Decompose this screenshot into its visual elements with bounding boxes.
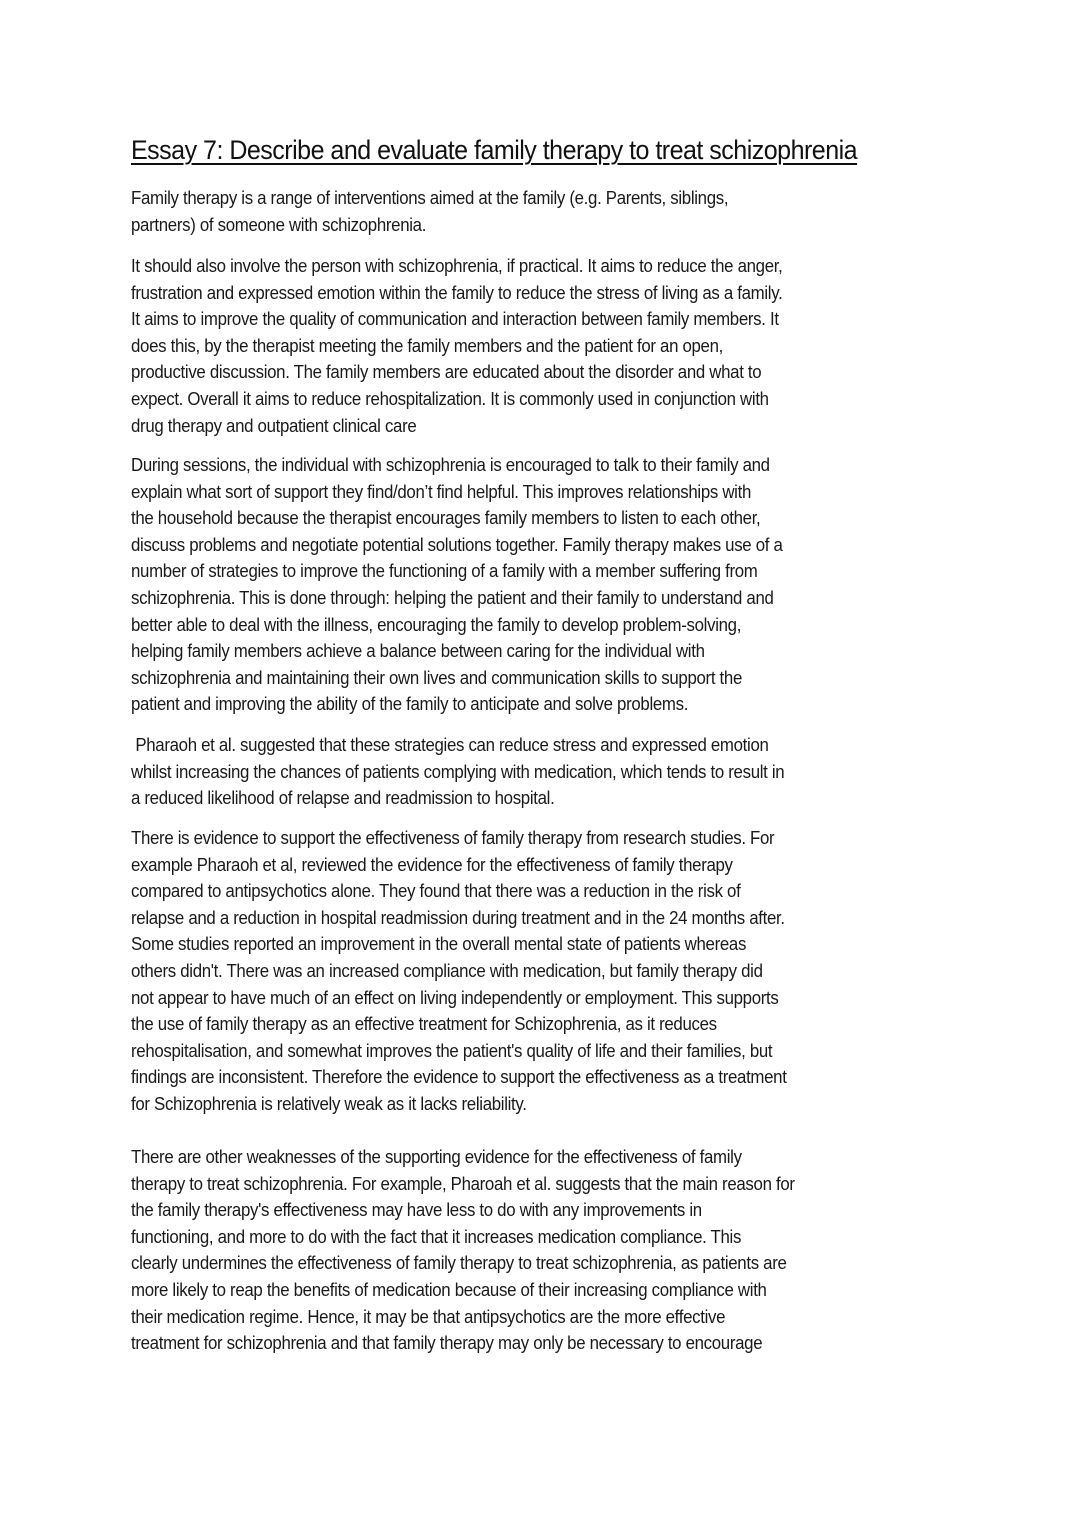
- paragraph-aims: [131, 253, 782, 439]
- text-line: for Schizophrenia is relatively weak as it lacks reliability.: [131, 1092, 527, 1114]
- text-line: explain what sort of support they find/don’t find helpful. This improves relationships with: [131, 480, 752, 502]
- text-line: During sessions, the individual with schizophrenia is encouraged to talk to their family and: [131, 454, 770, 475]
- text-line: better able to deal with the illness, encouraging the family to develop problem-solving,: [131, 613, 742, 635]
- text-line: schizophrenia and maintaining their own lives and communication skills to support the: [131, 666, 742, 688]
- text-line: relapse and a reduction in hospital readmission during treatment and in the 24 months after.: [131, 906, 785, 928]
- text-line: Pharaoh et al. suggested that these strategies can reduce stress and expressed emotion: [131, 734, 769, 755]
- paragraph-intro: [131, 185, 728, 238]
- text-line: their medication regime. Hence, it may be that antipsychotics are the more effective: [131, 1305, 726, 1327]
- text-line: treatment for schizophrenia and that family therapy may only be necessary to encourage: [131, 1332, 763, 1354]
- text-line: the use of family therapy as an effective treatment for Schizophrenia, as it reduces: [131, 1013, 717, 1035]
- text-line: others didn't. There was an increased compliance with medication, but family therapy did: [131, 959, 763, 981]
- text-line: There are other weaknesses of the supporting evidence for the effectiveness of family: [131, 1146, 742, 1167]
- paragraph-weaknesses: [131, 1144, 795, 1357]
- text-line: not appear to have much of an effect on living independently or employment. This supports: [131, 986, 779, 1008]
- text-line: does this, by the therapist meeting the family members and the patient for an open,: [131, 334, 724, 356]
- text-line: It aims to improve the quality of communication and interaction between family members. It: [131, 308, 779, 330]
- text-line: the household because the therapist encourages family members to listen to each other,: [131, 507, 761, 529]
- text-line: partners) of someone with schizophrenia.: [131, 213, 427, 235]
- text-line: frustration and expressed emotion within the family to reduce the stress of living as a family.: [131, 281, 783, 303]
- text-line: the family therapy's effectiveness may have less to do with any improvements in: [131, 1199, 702, 1221]
- text-line: expect. Overall it aims to reduce rehospitalization. It is commonly used in conjunction with: [131, 387, 769, 409]
- text-line: a reduced likelihood of relapse and readmission to hospital.: [131, 787, 555, 809]
- text-line: more likely to reap the benefits of medication because of their increasing compliance with: [131, 1278, 767, 1300]
- text-line: productive discussion. The family members are educated about the disorder and what to: [131, 361, 762, 383]
- text-line: number of strategies to improve the functioning of a family with a member suffering from: [131, 560, 758, 582]
- paragraph-sessions: [131, 452, 783, 718]
- paragraph-evidence: [131, 825, 787, 1118]
- text-line: Family therapy is a range of interventions aimed at the family (e.g. Parents, siblings,: [131, 187, 729, 208]
- text-line: whilst increasing the chances of patients complying with medication, which tends to result in: [131, 760, 785, 782]
- text-line: findings are inconsistent. Therefore the evidence to support the effectiveness as a treatment: [131, 1066, 787, 1088]
- text-line: It should also involve the person with schizophrenia, if practical. It aims to reduce the anger,: [131, 255, 783, 276]
- text-line: functioning, and more to do with the fact that it increases medication compliance. This: [131, 1225, 742, 1247]
- text-line: therapy to treat schizophrenia. For example, Pharoah et al. suggests that the main reason for: [131, 1172, 795, 1194]
- text-line: patient and improving the ability of the family to anticipate and solve problems.: [131, 693, 689, 715]
- text-line: Some studies reported an improvement in the overall mental state of patients whereas: [131, 933, 747, 955]
- text-line: drug therapy and outpatient clinical care: [131, 414, 417, 436]
- text-line: schizophrenia. This is done through: helping the patient and their family to understand and: [131, 586, 774, 608]
- essay-title: Essay 7: Describe and evaluate family therapy to treat schizophrenia: [131, 135, 858, 165]
- text-line: discuss problems and negotiate potential solutions together. Family therapy makes use of a: [131, 533, 783, 555]
- paragraph-pharaoh-strategies: [131, 732, 784, 812]
- text-line: compared to antipsychotics alone. They found that there was a reduction in the risk of: [131, 880, 741, 902]
- text-line: clearly undermines the effectiveness of family therapy to treat schizophrenia, as patients are: [131, 1252, 787, 1274]
- text-line: rehospitalisation, and somewhat improves the patient's quality of life and their families, but: [131, 1039, 773, 1061]
- text-line: There is evidence to support the effectiveness of family therapy from research studies. For: [131, 827, 775, 848]
- text-line: example Pharaoh et al, reviewed the evidence for the effectiveness of family therapy: [131, 853, 733, 875]
- text-line: helping family members achieve a balance between caring for the individual with: [131, 640, 705, 662]
